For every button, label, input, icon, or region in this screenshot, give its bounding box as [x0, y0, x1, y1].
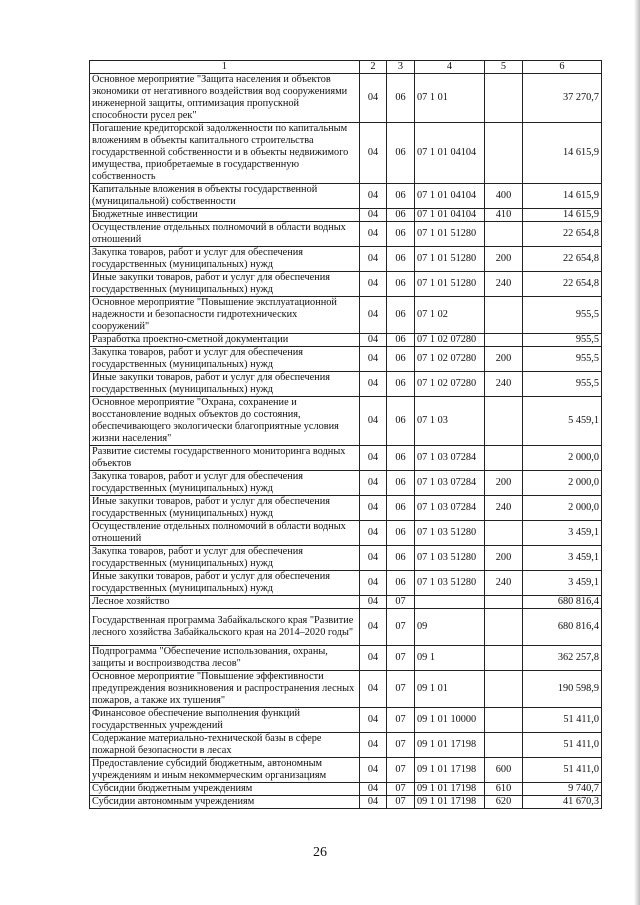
row-amount: 955,5: [523, 347, 602, 372]
row-target-code: [415, 596, 485, 609]
row-target-code: 07 1 01 51280: [415, 272, 485, 297]
row-section: 04: [360, 671, 387, 708]
row-name: Лесное хозяйство: [90, 596, 360, 609]
row-section: 04: [360, 609, 387, 646]
page-number: 26: [313, 845, 327, 860]
row-subsection: 06: [387, 347, 415, 372]
row-section: 04: [360, 546, 387, 571]
row-name: Основное мероприятие "Защита населения и объектов экономики от негативного воздействия вод сооружениями инженерной защиты, оптимизация пропускной способности русел рек": [90, 74, 360, 123]
row-section: 04: [360, 334, 387, 347]
row-amount: 2 000,0: [523, 496, 602, 521]
row-target-code: 09 1 01: [415, 671, 485, 708]
row-name: Предоставление субсидий бюджетным, автономным учреждениям и иным некоммерческим организациям: [90, 758, 360, 783]
row-name: Подпрограмма "Обеспечение использования, охраны, защиты и воспроизводства лесов": [90, 646, 360, 671]
row-target-code: 07 1 01 51280: [415, 247, 485, 272]
row-subsection: 06: [387, 272, 415, 297]
row-expense-type: 200: [485, 471, 523, 496]
table-row: [90, 347, 602, 372]
row-name: Основное мероприятие "Повышение эксплуатационной надежности и безопасности гидротехнических сооружений": [90, 297, 360, 334]
table-row: [90, 758, 602, 783]
row-subsection: 06: [387, 521, 415, 546]
row-amount: 680 816,4: [523, 609, 602, 646]
row-name: Субсидии бюджетным учреждениям: [90, 783, 360, 796]
row-amount: 955,5: [523, 372, 602, 397]
row-name: Закупка товаров, работ и услуг для обеспечения государственных (муниципальных) нужд: [90, 347, 360, 372]
row-amount: 22 654,8: [523, 272, 602, 297]
row-section: 04: [360, 521, 387, 546]
row-subsection: 07: [387, 758, 415, 783]
row-subsection: 06: [387, 74, 415, 123]
row-section: 04: [360, 571, 387, 596]
row-amount: 362 257,8: [523, 646, 602, 671]
row-expense-type: 600: [485, 758, 523, 783]
row-name: Содержание материально-технической базы в сфере пожарной безопасности в лесах: [90, 733, 360, 758]
row-name: Закупка товаров, работ и услуг для обеспечения государственных (муниципальных) нужд: [90, 471, 360, 496]
row-target-code: 09 1 01 17198: [415, 758, 485, 783]
row-amount: 3 459,1: [523, 521, 602, 546]
row-section: 04: [360, 796, 387, 809]
table-row: [90, 609, 602, 646]
row-expense-type: 240: [485, 372, 523, 397]
row-target-code: 09 1: [415, 646, 485, 671]
table-row: [90, 733, 602, 758]
row-subsection: 07: [387, 609, 415, 646]
table-row: [90, 334, 602, 347]
row-target-code: 07 1 01 04104: [415, 123, 485, 184]
column-header-2: 2: [360, 61, 387, 74]
row-amount: 955,5: [523, 334, 602, 347]
row-subsection: 06: [387, 496, 415, 521]
row-name: Финансовое обеспечение выполнения функций государственных учреждений: [90, 708, 360, 733]
table-row: [90, 397, 602, 446]
row-name: Разработка проектно-сметной документации: [90, 334, 360, 347]
row-amount: 51 411,0: [523, 708, 602, 733]
table-row: [90, 297, 602, 334]
row-target-code: 07 1 01: [415, 74, 485, 123]
row-name: Закупка товаров, работ и услуг для обеспечения государственных (муниципальных) нужд: [90, 247, 360, 272]
row-section: 04: [360, 496, 387, 521]
row-section: 04: [360, 758, 387, 783]
table-row: [90, 222, 602, 247]
row-name: Основное мероприятие "Охрана, сохранение и восстановление водных объектов до состояния, обеспечивающего экологически благоприятные условия жизни населения": [90, 397, 360, 446]
row-subsection: 06: [387, 247, 415, 272]
table-row: [90, 123, 602, 184]
row-amount: 2 000,0: [523, 446, 602, 471]
row-expense-type: [485, 123, 523, 184]
row-target-code: 09 1 01 10000: [415, 708, 485, 733]
table-row: [90, 209, 602, 222]
row-target-code: 09 1 01 17198: [415, 796, 485, 809]
table-row: [90, 496, 602, 521]
row-amount: 680 816,4: [523, 596, 602, 609]
row-subsection: 06: [387, 546, 415, 571]
row-expense-type: [485, 397, 523, 446]
row-target-code: 07 1 02 07280: [415, 347, 485, 372]
row-name: Погашение кредиторской задолженности по капитальным вложениям в объекты капитального строительства государственной собственности и в объекты недвижимого имущества, приобретаемые в государственную собственность: [90, 123, 360, 184]
row-subsection: 06: [387, 297, 415, 334]
row-amount: 22 654,8: [523, 247, 602, 272]
row-expense-type: [485, 733, 523, 758]
row-amount: 51 411,0: [523, 758, 602, 783]
row-target-code: 07 1 03 07284: [415, 471, 485, 496]
scan-edge-shadow: [634, 0, 640, 905]
row-target-code: 07 1 03 51280: [415, 571, 485, 596]
row-target-code: 07 1 02: [415, 297, 485, 334]
row-subsection: 07: [387, 783, 415, 796]
row-subsection: 07: [387, 671, 415, 708]
row-amount: 5 459,1: [523, 397, 602, 446]
row-amount: 2 000,0: [523, 471, 602, 496]
row-section: 04: [360, 74, 387, 123]
row-subsection: 06: [387, 209, 415, 222]
row-section: 04: [360, 123, 387, 184]
column-header-4: 4: [415, 61, 485, 74]
row-amount: 14 615,9: [523, 184, 602, 209]
table-row: [90, 571, 602, 596]
row-subsection: 07: [387, 733, 415, 758]
budget-table: [89, 60, 602, 809]
column-header-3: 3: [387, 61, 415, 74]
row-section: 04: [360, 209, 387, 222]
row-target-code: 07 1 03: [415, 397, 485, 446]
row-subsection: 06: [387, 571, 415, 596]
row-amount: 14 615,9: [523, 209, 602, 222]
row-amount: 3 459,1: [523, 546, 602, 571]
row-expense-type: 200: [485, 546, 523, 571]
row-expense-type: 620: [485, 796, 523, 809]
row-name: Иные закупки товаров, работ и услуг для обеспечения государственных (муниципальных) нужд: [90, 496, 360, 521]
row-section: 04: [360, 733, 387, 758]
row-amount: 22 654,8: [523, 222, 602, 247]
row-section: 04: [360, 708, 387, 733]
row-section: 04: [360, 596, 387, 609]
row-name: Развитие системы государственного мониторинга водных объектов: [90, 446, 360, 471]
row-name: Капитальные вложения в объекты государственной (муниципальной) собственности: [90, 184, 360, 209]
row-target-code: 07 1 02 07280: [415, 334, 485, 347]
row-subsection: 07: [387, 646, 415, 671]
row-subsection: 07: [387, 708, 415, 733]
row-subsection: 07: [387, 796, 415, 809]
row-target-code: 07 1 03 07284: [415, 446, 485, 471]
row-name: Осуществление отдельных полномочий в области водных отношений: [90, 222, 360, 247]
row-expense-type: [485, 334, 523, 347]
row-subsection: 06: [387, 446, 415, 471]
row-target-code: 07 1 03 51280: [415, 521, 485, 546]
row-target-code: 07 1 01 51280: [415, 222, 485, 247]
row-amount: 37 270,7: [523, 74, 602, 123]
row-expense-type: 240: [485, 571, 523, 596]
row-subsection: 07: [387, 596, 415, 609]
row-name: Осуществление отдельных полномочий в области водных отношений: [90, 521, 360, 546]
row-expense-type: 240: [485, 496, 523, 521]
column-header-5: 5: [485, 61, 523, 74]
row-name: Государственная программа Забайкальского края "Развитие лесного хозяйства Забайкальского края на 2014–2020 годы": [90, 609, 360, 646]
table-row: [90, 446, 602, 471]
row-amount: 51 411,0: [523, 733, 602, 758]
table-row: [90, 372, 602, 397]
row-subsection: 06: [387, 334, 415, 347]
row-expense-type: [485, 446, 523, 471]
column-header-6: 6: [523, 61, 602, 74]
row-section: 04: [360, 272, 387, 297]
row-section: 04: [360, 372, 387, 397]
row-expense-type: 410: [485, 209, 523, 222]
row-section: 04: [360, 446, 387, 471]
row-name: Бюджетные инвестиции: [90, 209, 360, 222]
row-expense-type: 610: [485, 783, 523, 796]
row-expense-type: [485, 609, 523, 646]
row-subsection: 06: [387, 123, 415, 184]
row-expense-type: [485, 74, 523, 123]
column-header-1: 1: [90, 61, 360, 74]
table-row: [90, 546, 602, 571]
row-target-code: 07 1 02 07280: [415, 372, 485, 397]
row-subsection: 06: [387, 471, 415, 496]
row-name: Основное мероприятие "Повышение эффективности предупреждения возникновения и распространения лесных пожаров, а также их тушения": [90, 671, 360, 708]
row-expense-type: 200: [485, 247, 523, 272]
table-row: [90, 272, 602, 297]
row-subsection: 06: [387, 372, 415, 397]
row-amount: 190 598,9: [523, 671, 602, 708]
row-section: 04: [360, 184, 387, 209]
row-name: Субсидии автономным учреждениям: [90, 796, 360, 809]
table-row: [90, 184, 602, 209]
row-target-code: 07 1 01 04104: [415, 209, 485, 222]
row-subsection: 06: [387, 222, 415, 247]
row-target-code: 09: [415, 609, 485, 646]
row-section: 04: [360, 397, 387, 446]
row-name: Иные закупки товаров, работ и услуг для обеспечения государственных (муниципальных) нужд: [90, 372, 360, 397]
table-row: [90, 783, 602, 796]
row-section: 04: [360, 247, 387, 272]
row-section: 04: [360, 471, 387, 496]
row-expense-type: 400: [485, 184, 523, 209]
table-row: [90, 646, 602, 671]
row-expense-type: [485, 222, 523, 247]
row-amount: 9 740,7: [523, 783, 602, 796]
row-section: 04: [360, 783, 387, 796]
table-row: [90, 708, 602, 733]
row-section: 04: [360, 297, 387, 334]
table-row: [90, 796, 602, 809]
row-expense-type: [485, 521, 523, 546]
row-subsection: 06: [387, 397, 415, 446]
row-name: Иные закупки товаров, работ и услуг для обеспечения государственных (муниципальных) нужд: [90, 272, 360, 297]
row-subsection: 06: [387, 184, 415, 209]
row-name: Иные закупки товаров, работ и услуг для обеспечения государственных (муниципальных) нужд: [90, 571, 360, 596]
row-expense-type: 200: [485, 347, 523, 372]
row-target-code: 07 1 01 04104: [415, 184, 485, 209]
row-expense-type: 240: [485, 272, 523, 297]
row-amount: 41 670,3: [523, 796, 602, 809]
row-section: 04: [360, 646, 387, 671]
table-row: [90, 471, 602, 496]
row-amount: 955,5: [523, 297, 602, 334]
row-amount: 14 615,9: [523, 123, 602, 184]
row-expense-type: [485, 297, 523, 334]
row-target-code: 09 1 01 17198: [415, 783, 485, 796]
table-row: [90, 521, 602, 546]
table-row: [90, 247, 602, 272]
row-section: 04: [360, 222, 387, 247]
row-name: Закупка товаров, работ и услуг для обеспечения государственных (муниципальных) нужд: [90, 546, 360, 571]
row-expense-type: [485, 596, 523, 609]
row-expense-type: [485, 708, 523, 733]
table-row: [90, 74, 602, 123]
row-section: 04: [360, 347, 387, 372]
header-row: [90, 61, 602, 74]
row-target-code: 07 1 03 07284: [415, 496, 485, 521]
table-row: [90, 596, 602, 609]
row-amount: 3 459,1: [523, 571, 602, 596]
table-row: [90, 671, 602, 708]
row-expense-type: [485, 646, 523, 671]
row-expense-type: [485, 671, 523, 708]
row-target-code: 09 1 01 17198: [415, 733, 485, 758]
row-target-code: 07 1 03 51280: [415, 546, 485, 571]
